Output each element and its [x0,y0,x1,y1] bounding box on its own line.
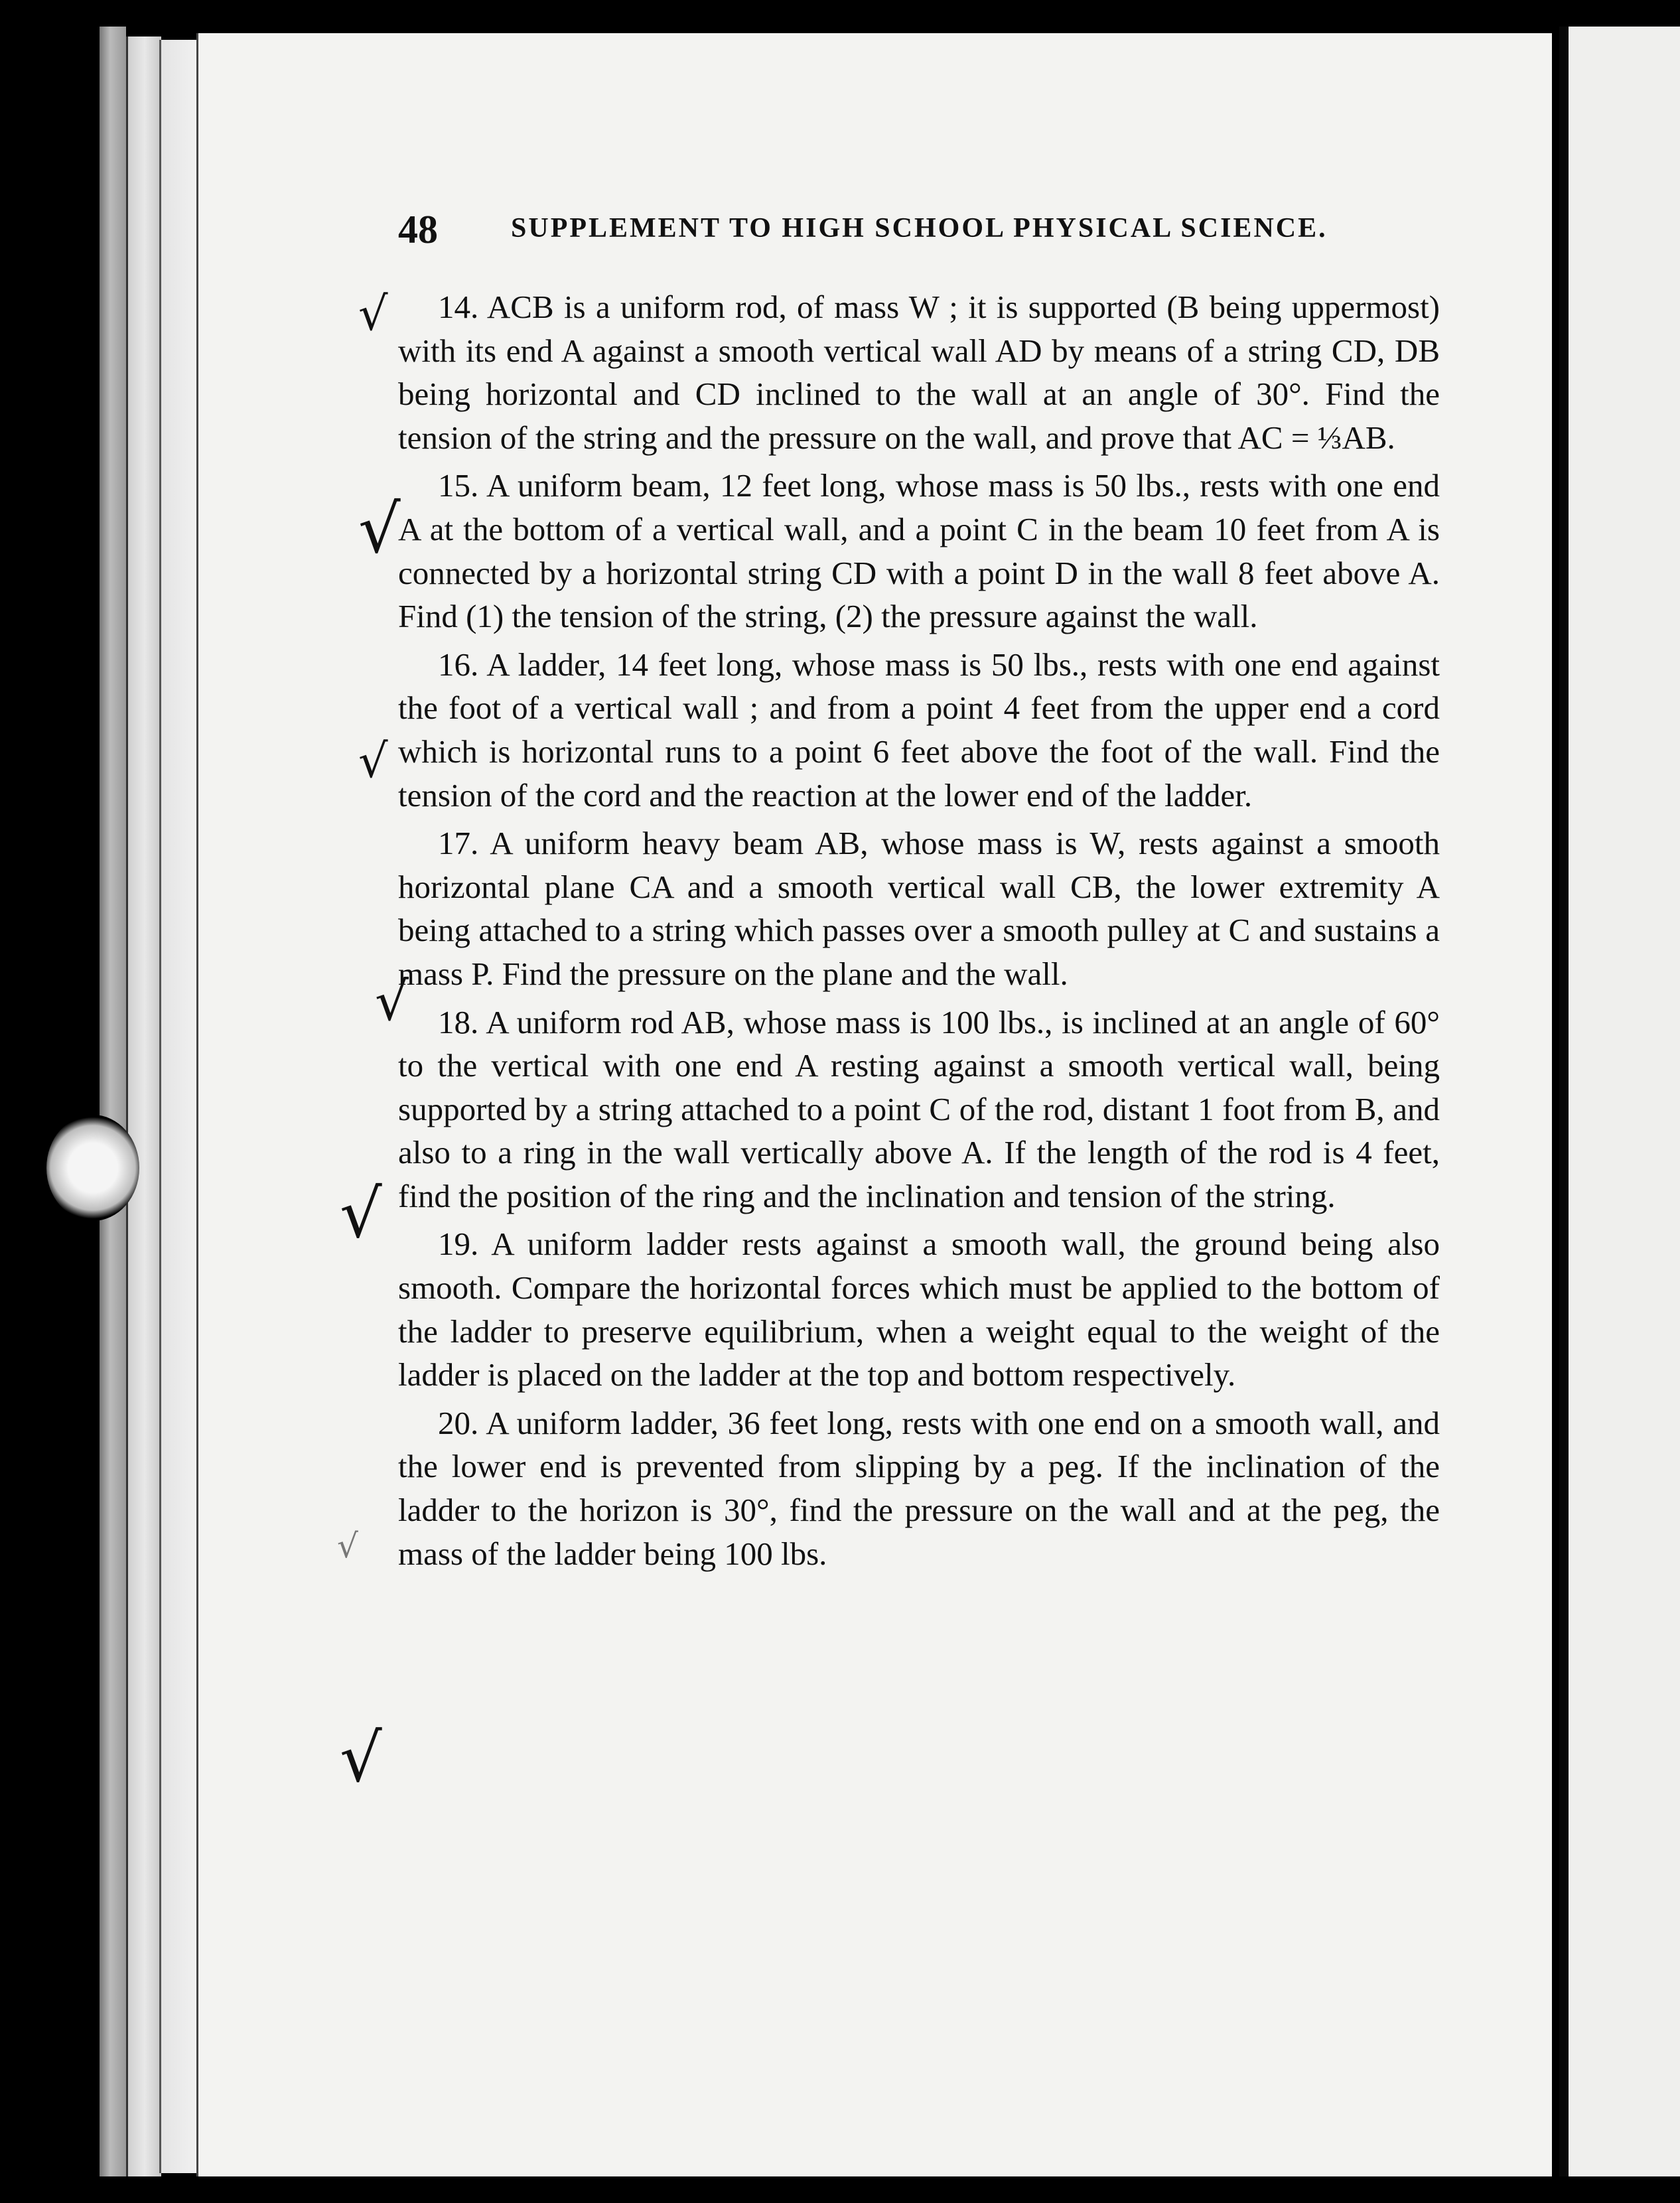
check-mark-icon: √ [337,1527,358,1565]
problem-number: 19. [438,1226,479,1263]
check-mark-icon: √ [358,287,388,341]
problem-number: 16. [438,646,479,683]
book-edge-outer [100,27,126,2176]
problem-16 [398,643,1440,817]
problem-19 [398,1222,1440,1396]
problem-15 [398,464,1440,638]
problem-list [398,285,1440,1580]
problem-number: 15. [438,467,479,504]
problem-14 [398,285,1440,459]
problem-text: A ladder, 14 feet long, whose mass is 50 lbs., rests with one end against the foot of a vertical wall ; and from a point 4 feet from the upper end a cord which is horizontal runs to a point 6 feet above the foot of the wall. Find the tension of the cord and the reaction at the lower end of the ladder. [398,646,1440,814]
problem-17 [398,821,1440,995]
problem-20 [398,1401,1440,1575]
check-mark-icon: √ [340,1175,382,1253]
facing-page-edge [1559,27,1680,2176]
problem-text: A uniform beam, 12 feet long, whose mass is 50 lbs., rests with one end A at the bottom of a vertical wall, and a point C in the beam 10 feet from A is connected by a horizontal string CD with a point D in the wall 8 feet above A. Find (1) the tension of the string, (2) the pressure against the wall. [398,467,1440,635]
check-mark-icon: √ [340,1719,382,1797]
problem-text: A uniform rod AB, whose mass is 100 lbs., is inclined at an angle of 60° to the vertical with one end A resting against a smooth vertical wall, being supported by a string attached to a point C of the rod, distant 1 foot from B, and also to a ring in the wall vertically above A. If the length of the rod is 4 feet, find the position of the ring and the inclination and tension of the string. [398,1003,1440,1214]
problem-number: 18. [438,1003,479,1040]
check-mark-icon: √ [358,734,388,788]
check-mark-icon: √ [375,971,409,1032]
problem-number: 20. [438,1404,479,1441]
book-edge-middle [126,36,161,2176]
problem-number: 14. [438,289,479,325]
problem-text: ACB is a uniform rod, of mass W ; it is supported (B being uppermost) with its end A against a smooth vertical wall AD by means of a string CD, DB being horizontal and CD inclined to the wall at an angle of 30°. Find the tension of the string and the pressure on the wall, and prove that AC = ⅓AB. [398,289,1440,456]
problem-number: 17. [438,825,479,862]
problem-text: A uniform heavy beam AB, whose mass is W, rests against a smooth horizontal plane CA and a smooth vertical wall CB, the lower extremity A being attached to a string which passes over a smooth pulley at C and sustains a mass P. Find the pressure on the plane and the wall. [398,825,1440,992]
check-mark-icon: √ [358,490,401,568]
problem-text: A uniform ladder rests against a smooth wall, the ground being also smooth. Compare the horizontal forces which must be applied to the bottom of the ladder to preserve equilibrium, when a weight equal to the weight of the ladder is placed on the ladder at the top and bottom respectively. [398,1226,1440,1393]
problem-18 [398,1001,1440,1218]
book-edge-inner [159,40,201,2173]
running-title: SUPPLEMENT TO HIGH SCHOOL PHYSICAL SCIENCE. [511,213,1328,244]
problem-text: A uniform ladder, 36 feet long, rests with one end on a smooth wall, and the lower end is prevented from slipping by a peg. If the inclination of the ladder to the horizon is 30°, find the pressure on the wall and at the peg, the mass of the ladder being 100 lbs. [398,1404,1440,1572]
paper-blot [46,1115,139,1221]
page-number: 48 [398,208,438,251]
